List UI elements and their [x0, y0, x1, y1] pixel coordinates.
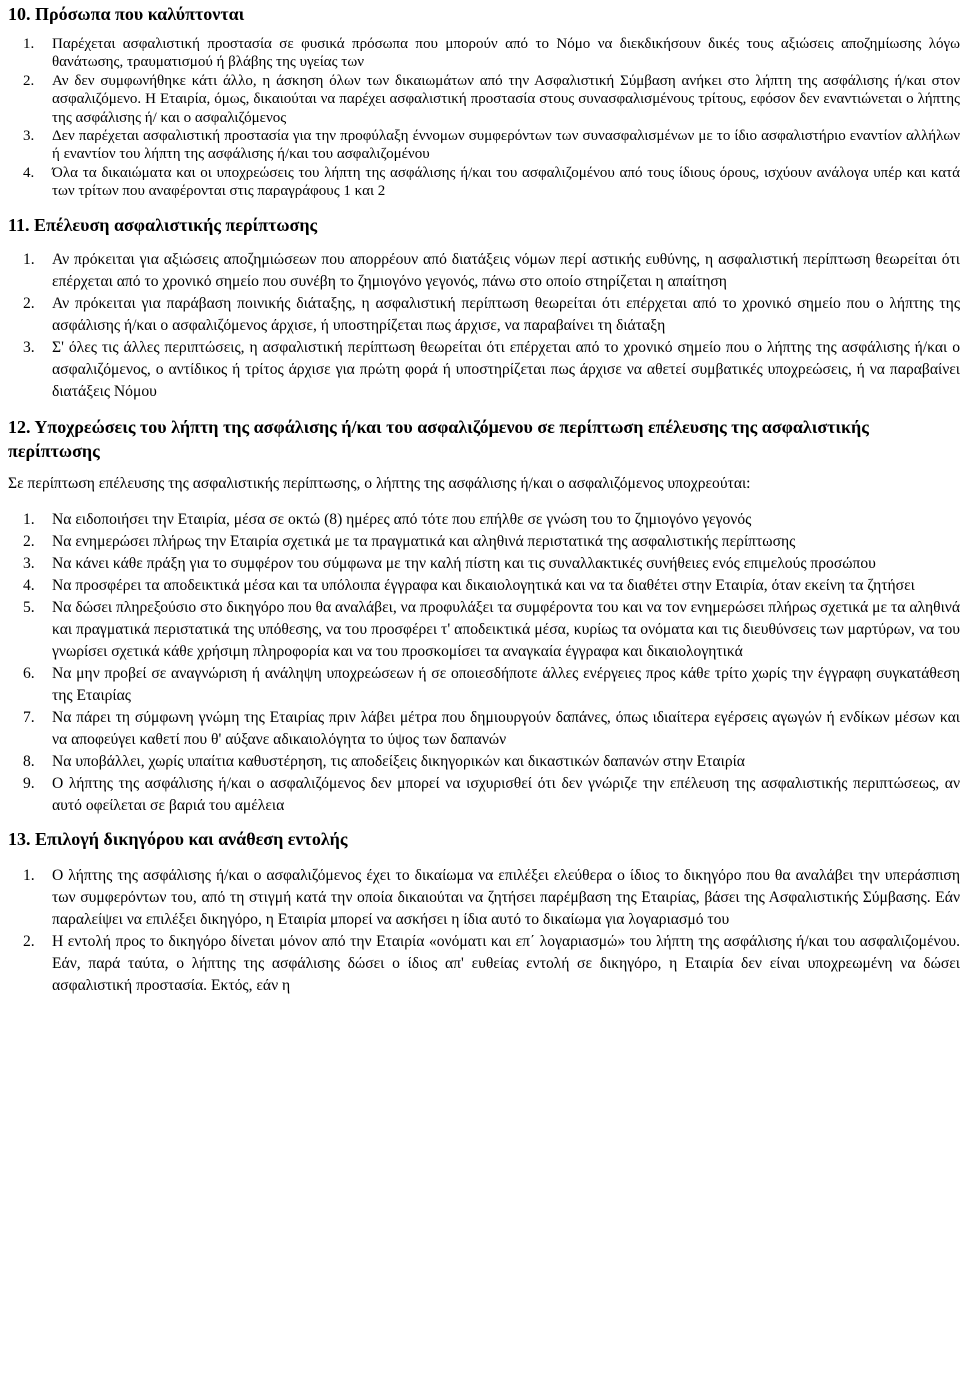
- item-text: Ο λήπτης της ασφάλισης ή/και ο ασφαλιζόμενος δεν μπορεί να ισχυρισθεί ότι δεν γνώριζε την επέλευση της ασφαλιστικής περιπτώσεως, αν αυτό οφείλεται σε βαριά του αμέλεια: [52, 774, 960, 814]
- item-text: Η εντολή προς το δικηγόρο δίνεται μόνον από την Εταιρία «ονόματι και επ΄ λογαριασμώ» του λήπτη της ασφάλισης ή/και του ασφαλιζομένου. Εάν, παρά ταύτα, ο λήπτης της ασφάλισης δώσει ο ίδιος απ' ευθείας εντολή σε δικηγόρο, η Εταιρία δεν είναι υποχρεωμένη να δώσει ασφαλιστική προστασία. Εκτός, εάν η: [52, 932, 960, 994]
- item-text: Δεν παρέχεται ασφαλιστική προστασία για την προφύλαξη έννομων συμφερόντων των συνασφαλισμένων με το ίδιο ασφαλιστήριο εναντίον αλλήλων ή εναντίον του λήπτη της ασφάλισης ή/και του ασφαλιζομένου: [52, 128, 960, 163]
- item-text: Να πάρει τη σύμφωνη γνώμη της Εταιρίας πριν λάβει μέτρα που δημιουργούν δαπάνες, όπως ιδιαίτερα εγέρσεις αγωγών ή ενδίκων μέσων και να αποφεύγει καθετί που θ' αύξανε αδικαιολόγητα το ύψος των δαπανών: [52, 708, 960, 748]
- item-number: 1.: [23, 510, 35, 528]
- list-item: [8, 707, 960, 751]
- list-item: [8, 509, 960, 531]
- item-number: 6.: [23, 664, 35, 682]
- section-heading: 13. Επιλογή δικηγόρου και ανάθεση εντολής: [8, 828, 348, 849]
- item-number: 7.: [23, 708, 35, 726]
- list-item: [8, 249, 960, 293]
- item-number: 3.: [23, 554, 35, 572]
- item-number: 9.: [23, 774, 35, 792]
- list-item: [8, 865, 960, 931]
- item-number: 1.: [23, 866, 35, 884]
- item-number: 3.: [23, 338, 35, 356]
- section-heading: 10. Πρόσωπα που καλύπτονται: [8, 4, 245, 24]
- section-heading: 11. Επέλευση ασφαλιστικής περίπτωσης: [8, 214, 318, 235]
- item-text: Να ειδοποιήσει την Εταιρία, μέσα σε οκτώ (8) ημέρες από τότε που επήλθε σε γνώση του το ζημιογόνο γεγονός: [52, 510, 752, 528]
- item-text: Να υποβάλλει, χωρίς υπαίτια καθυστέρηση, τις αποδείξεις δικηγορικών και δικαστικών δαπανών στην Εταιρία: [52, 752, 745, 770]
- item-number: 5.: [23, 598, 35, 616]
- item-number: 2.: [23, 532, 35, 550]
- numbered-list: [8, 249, 960, 403]
- item-number: 3.: [23, 128, 35, 145]
- item-text: Να δώσει πληρεξούσιο στο δικηγόρο που θα αναλάβει, να προφυλάξει τα συμφέροντα του και να τον ενημερώσει πλήρως σχετικά με τα αληθινά και πραγματικά περιστατικά της υπόθεσης, να του προσφέρει τ' αποδεικτικά μέσα, κυρίως τα ονόματα και τις διευθύνσεις των μαρτύρων, να του γνωρίσει σχετικά κάθε χρήσιμη πληροφορία και να του προσκομίσει τα αναγκαία έγγραφα και δικαιολογητικά: [52, 598, 960, 660]
- item-text: Παρέχεται ασφαλιστική προστασία σε φυσικά πρόσωπα που μπορούν από το Νόμο να διεκδικήσουν δικές τους αξιώσεις αποζημίωσης λόγω θανάτωσης, τραυματισμού ή βλάβης της υγείας των: [52, 36, 960, 71]
- list-item: [8, 597, 960, 663]
- numbered-list: [8, 865, 960, 997]
- list-item: [8, 751, 960, 773]
- item-number: 4.: [23, 576, 35, 594]
- section-11: [8, 213, 960, 403]
- item-number: 1.: [23, 250, 35, 268]
- item-text: Να μην προβεί σε αναγνώριση ή ανάληψη υποχρεώσεων ή σε οποιεσδήποτε άλλες ενέργειες προς κάθε τρίτο χωρίς την έγγραφη συγκατάθεση της Εταιρίας: [52, 664, 960, 704]
- item-number: 1.: [23, 36, 35, 52]
- numbered-list: [8, 35, 960, 201]
- item-text: Αν δεν συμφωνήθηκε κάτι άλλο, η άσκηση όλων των δικαιωμάτων από την Ασφαλιστική Σύμβαση ανήκει στο λήπτη της ασφάλισης ή/και στον ασφαλιζόμενο. Η Εταιρία, όμως, δικαιούται να παρέχει ασφαλιστική προστασία στους συνασφαλισμένους τρίτους, εφόσον δεν εναντιώνεται ο λήπτης της ασφάλισης ή/ και ο ασφαλιζόμενος: [52, 72, 960, 126]
- list-item: [8, 773, 960, 817]
- item-text: Να ενημερώσει πλήρως την Εταιρία σχετικά με τα πραγματικά και αληθινά περιστατικά της ασφαλιστικής περίπτωσης: [52, 532, 796, 550]
- item-text: Να προσφέρει τα αποδεικτικά μέσα και τα υπόλοιπα έγγραφα και δικαιολογητικά και να τα διαθέτει στην Εταιρία, όταν εκείνη τα ζητήσει: [52, 576, 915, 594]
- list-item: [8, 72, 960, 127]
- list-item: [8, 575, 960, 597]
- numbered-list: [8, 509, 960, 817]
- item-number: 2.: [23, 932, 35, 950]
- item-text: Να κάνει κάθε πράξη για το συμφέρον του σύμφωνα με την καλή πίστη και τις συναλλακτικές συνήθειες ενός επιμελούς προσώπου: [52, 554, 876, 572]
- section-13: [8, 827, 960, 997]
- list-item: [8, 931, 960, 997]
- item-text: Όλα τα δικαιώματα και οι υποχρεώσεις του λήπτη της ασφάλισης ή/και του ασφαλιζομένου από τους ίδιους όρους, ισχύουν ανάλογα υπέρ και κατά των τρίτων που αναφέρονται στις παραγράφους 1 και 2: [52, 164, 960, 200]
- list-item: [8, 164, 960, 201]
- list-item: [8, 663, 960, 707]
- item-text: Αν πρόκειται για παράβαση ποινικής διάταξης, η ασφαλιστική περίπτωση θεωρείται ότι επέρχεται από το χρονικό σημείο που ο λήπτης της ασφάλισης ή/και ο ασφαλιζόμενος άρχισε, ή υποστηρίζεται πως άρχισε, να παραβαίνει τη διάταξη: [52, 294, 960, 334]
- list-item: [8, 337, 960, 403]
- list-item: [8, 531, 960, 553]
- item-number: 2.: [23, 294, 35, 312]
- section-10: [8, 0, 960, 201]
- item-number: 8.: [23, 752, 35, 770]
- list-item: [8, 127, 960, 164]
- item-number: 2.: [23, 72, 35, 89]
- list-item: [8, 293, 960, 337]
- list-item: [8, 553, 960, 575]
- list-item: [8, 35, 960, 72]
- item-text: Σ' όλες τις άλλες περιπτώσεις, η ασφαλιστική περίπτωση θεωρείται ότι επέρχεται από το χρονικό σημείο που ο λήπτης της ασφάλισης ή/και ο ασφαλιζόμενος, ο αντίδικος ή τρίτος άρχισε για πρώτη φορά ή υποστηρίζεται πως άρχισε να αθετεί συμβατικές υποχρεώσεις, ή να παραβαίνει διατάξεις Νόμου: [52, 338, 960, 400]
- item-text: Αν πρόκειται για αξιώσεις αποζημιώσεων που απορρέουν από διατάξεις νόμων περί αστικής ευθύνης, η ασφαλιστική περίπτωση θεωρείται ότι επέρχεται από το χρονικό σημείο που συνέβη το ζημιογόνο γεγονός, πάνω στο οποίο στηρίζεται η απαίτηση: [52, 250, 960, 290]
- section-intro: Σε περίπτωση επέλευσης της ασφαλιστικής περίπτωσης, ο λήπτης της ασφάλισης ή/και ο ασφαλιζόμενος υποχρεούται:: [8, 474, 751, 492]
- item-number: 4.: [23, 164, 35, 181]
- section-heading: 12. Υποχρεώσεις του λήπτη της ασφάλισης ή/και του ασφαλιζόμενου σε περίπτωση επέλευσης της ασφαλιστικής περίπτωσης: [8, 416, 869, 461]
- item-text: Ο λήπτης της ασφάλισης ή/και ο ασφαλιζόμενος έχει το δικαίωμα να επιλέξει ελεύθερα ο ίδιος το δικηγόρο που θα αναλάβει την υπεράσπιση των συμφερόντων του, από τη στιγμή κατά την οποία δικαιούται να ζητήσει παρέμβαση της Εταιρίας, βάσει της Ασφαλιστικής Σύμβασης. Εάν παραλείψει να επιλέξει δικηγόρο, η Εταιρία μπορεί να ασκήσει η ίδια αυτό το δικαίωμα για λογαριασμό του: [52, 866, 960, 928]
- section-12: [8, 415, 960, 817]
